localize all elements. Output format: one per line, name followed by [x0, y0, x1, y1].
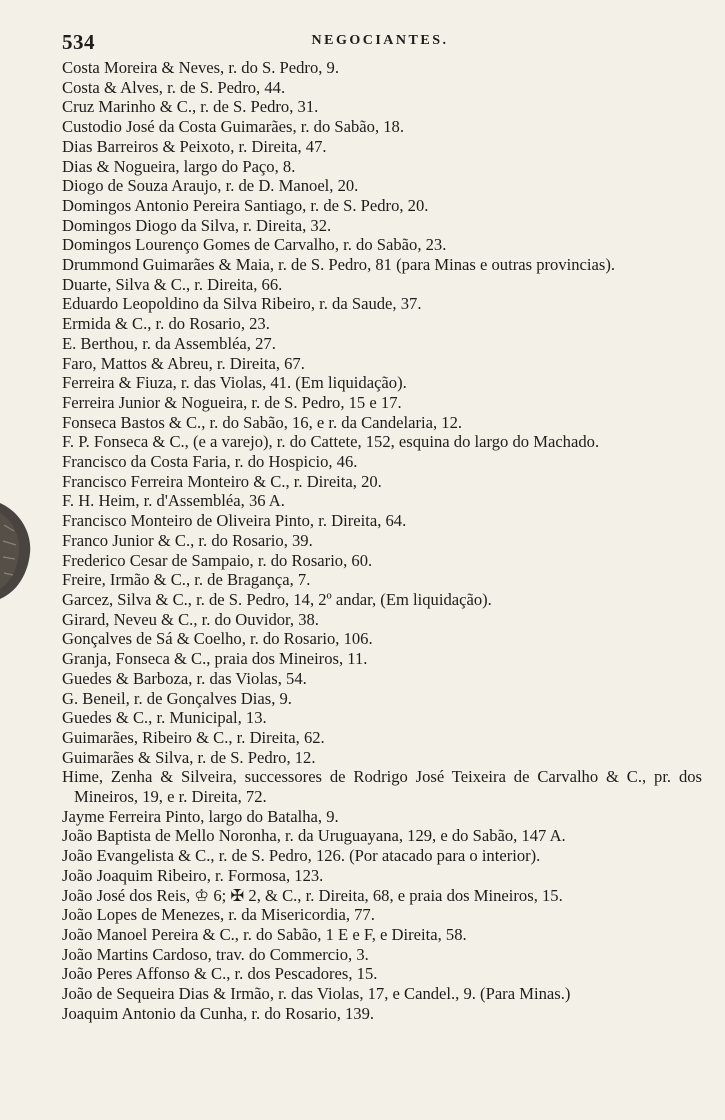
list-item: Gonçalves de Sá & Coelho, r. do Rosario, 106. — [62, 629, 373, 649]
list-item: Guedes & C., r. Municipal, 13. — [62, 708, 267, 728]
list-item: Guimarães, Ribeiro & C., r. Direita, 62. — [62, 727, 325, 747]
page-number: 534 — [62, 30, 95, 54]
list-item: Guedes & Barboza, r. das Violas, 54. — [62, 668, 307, 688]
list-item: Guimarães & Silva, r. de S. Pedro, 12. — [62, 747, 316, 767]
list-item: Hime, Zenha & Silveira, successores de Rodrigo José Teixeira de Carvalho & C., pr. dos Mineiros, 19, e r. Direita, 72. — [62, 767, 702, 807]
list-item: Ferreira & Fiuza, r. das Violas, 41. (Em liquidação). — [62, 373, 407, 393]
page-header — [62, 30, 698, 56]
list-item: João Baptista de Mello Noronha, r. da Uruguayana, 129, e do Sabão, 147 A. — [62, 826, 566, 846]
list-item: Dias & Nogueira, largo do Paço, 8. — [62, 156, 296, 176]
list-item: Freire, Irmão & C., r. de Bragança, 7. — [62, 570, 311, 590]
list-item: F. H. Heim, r. d'Assembléa, 36 A. — [62, 491, 285, 511]
list-item: João Martins Cardoso, trav. do Commercio, 3. — [62, 944, 369, 964]
list-item: F. P. Fonseca & C., (e a varejo), r. do Cattete, 152, esquina do largo do Machado. — [62, 432, 600, 452]
list-item: Domingos Lourenço Gomes de Carvalho, r. do Sabão, 23. — [62, 235, 447, 255]
list-item: João Lopes de Menezes, r. da Misericordia, 77. — [62, 905, 375, 925]
list-item: Cruz Marinho & C., r. de S. Pedro, 31. — [62, 97, 319, 117]
list-item: Granja, Fonseca & C., praia dos Mineiros, 11. — [62, 649, 368, 669]
merchant-list — [62, 58, 702, 1023]
list-item: Drummond Guimarães & Maia, r. de S. Pedro, 81 (para Minas e outras provincias). — [62, 255, 615, 275]
list-item: Francisco da Costa Faria, r. do Hospicio, 46. — [62, 452, 358, 472]
list-item: João Evangelista & C., r. de S. Pedro, 126. (Por atacado para o interior). — [62, 846, 541, 866]
list-item: Frederico Cesar de Sampaio, r. do Rosario, 60. — [62, 550, 373, 570]
list-item: Francisco Monteiro de Oliveira Pinto, r. Direita, 64. — [62, 511, 407, 531]
list-item: Ferreira Junior & Nogueira, r. de S. Pedro, 15 e 17. — [62, 392, 402, 412]
list-item: G. Beneil, r. de Gonçalves Dias, 9. — [62, 688, 292, 708]
list-item: João Peres Affonso & C., r. dos Pescadores, 15. — [62, 964, 378, 984]
list-item: Dias Barreiros & Peixoto, r. Direita, 47. — [62, 136, 327, 156]
list-item: João de Sequeira Dias & Irmão, r. das Violas, 17, e Candel., 9. (Para Minas.) — [62, 984, 571, 1004]
list-item: Custodio José da Costa Guimarães, r. do Sabão, 18. — [62, 117, 404, 137]
list-item: Eduardo Leopoldino da Silva Ribeiro, r. da Saude, 37. — [62, 294, 422, 314]
list-item: Jayme Ferreira Pinto, largo do Batalha, 9. — [62, 806, 339, 826]
list-item: Costa & Alves, r. de S. Pedro, 44. — [62, 77, 286, 97]
list-item: João Manoel Pereira & C., r. do Sabão, 1 E e F, e Direita, 58. — [62, 924, 467, 944]
list-item: Duarte, Silva & C., r. Direita, 66. — [62, 274, 283, 294]
list-item: Diogo de Souza Araujo, r. de D. Manoel, 20. — [62, 176, 359, 196]
list-item: Garcez, Silva & C., r. de S. Pedro, 14, 2º andar, (Em liquidação). — [62, 589, 492, 609]
list-item: Fonseca Bastos & C., r. do Sabão, 16, e r. da Candelaria, 12. — [62, 412, 463, 432]
running-title: NEGOCIANTES. — [311, 33, 449, 48]
list-item: Joaquim Antonio da Cunha, r. do Rosario, 139. — [62, 1003, 375, 1023]
list-item: E. Berthou, r. da Assembléa, 27. — [62, 333, 276, 353]
list-item: Faro, Mattos & Abreu, r. Direita, 67. — [62, 353, 305, 373]
binding-ornament-icon — [0, 495, 34, 605]
list-item: João José dos Reis, ♔ 6; ✠ 2, & C., r. Direita, 68, e praia dos Mineiros, 15. — [62, 885, 563, 905]
list-item: Domingos Antonio Pereira Santiago, r. de S. Pedro, 20. — [62, 195, 429, 215]
list-item: João Joaquim Ribeiro, r. Formosa, 123. — [62, 865, 324, 885]
list-item: Domingos Diogo da Silva, r. Direita, 32. — [62, 215, 332, 235]
list-item: Franco Junior & C., r. do Rosario, 39. — [62, 530, 313, 550]
list-item: Girard, Neveu & C., r. do Ouvidor, 38. — [62, 609, 319, 629]
list-item: Costa Moreira & Neves, r. do S. Pedro, 9. — [62, 58, 339, 77]
list-item: Francisco Ferreira Monteiro & C., r. Direita, 20. — [62, 471, 382, 491]
list-item: Ermida & C., r. do Rosario, 23. — [62, 314, 270, 334]
